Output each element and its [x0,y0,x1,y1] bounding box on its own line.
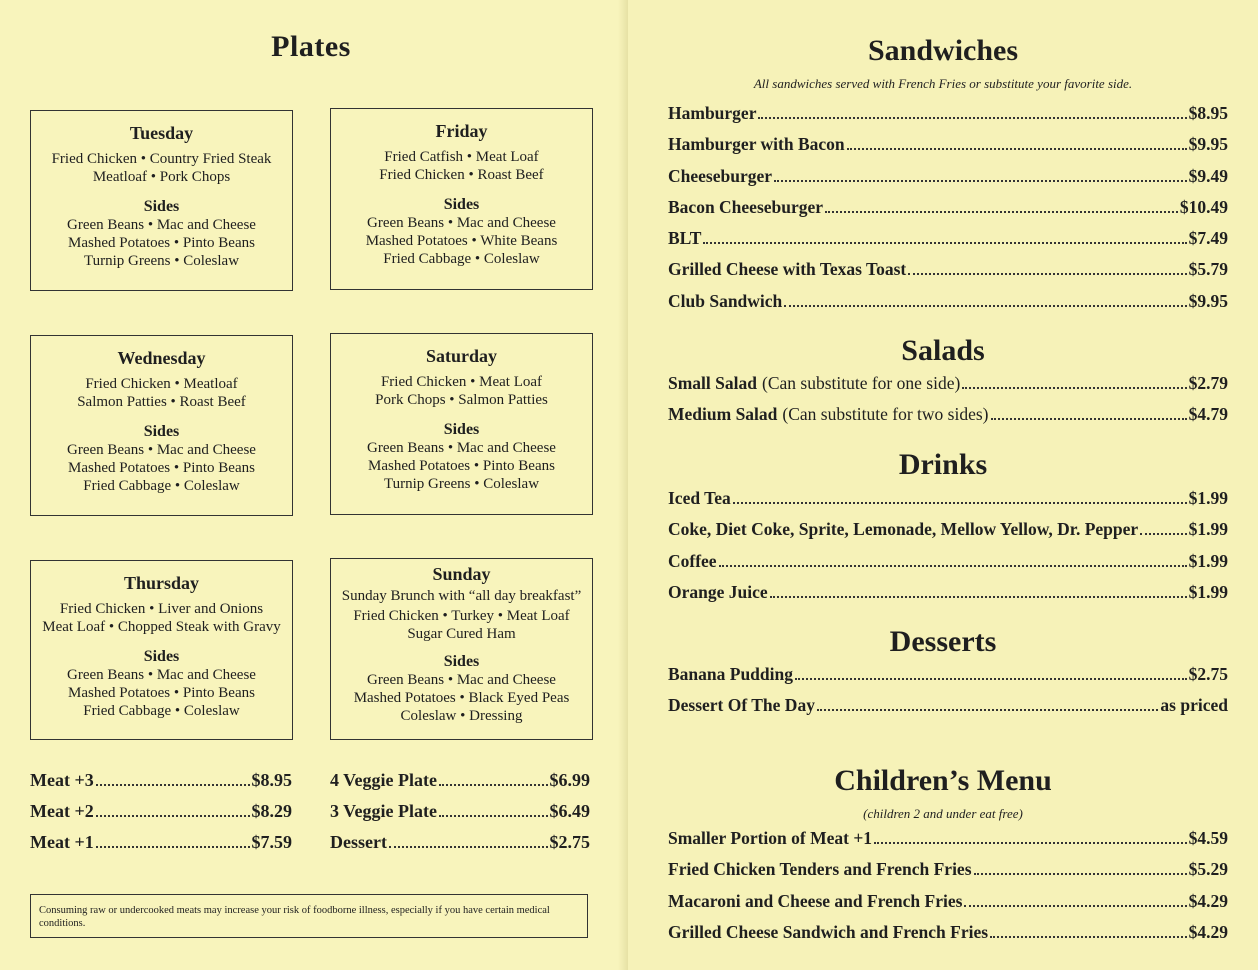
sides-line: Green Beans • Mac and Cheese [67,217,256,233]
item-name: Orange Juice [668,581,768,602]
price-row [30,801,292,832]
menu-row [668,259,1228,290]
item-note: (Can substitute for two sides) [782,404,989,425]
left-page [0,0,628,970]
item-price: $10.49 [1179,196,1228,217]
day-title: Tuesday [129,123,194,143]
desserts-list [668,664,1228,727]
entree-line: Fried Chicken • Country Fried Steak [51,151,272,167]
item-name: Smaller Portion of Meat +1 [668,828,873,848]
menu-row [668,519,1228,550]
day-box-thursday [30,560,293,740]
sides-heading: Sides [443,653,480,670]
item-price: $6.49 [549,801,590,821]
item-name: Club Sandwich [668,290,783,311]
sandwiches-title: Sandwiches [867,34,1019,67]
sides-line: Mashed Potatoes • Pinto Beans [368,458,555,474]
menu-row [668,166,1228,197]
price-row [330,832,590,863]
entree-line: Fried Chicken • Meat Loaf [380,374,543,390]
entree-line: Fried Chicken • Turkey • Meat Loaf [353,608,570,624]
item-name: Bacon Cheeseburger [668,196,824,217]
leader-dots [758,117,1186,119]
foodborne-illness-notice: Consuming raw or undercooked meats may increase your risk of foodborne illness, especially if you have certain medical conditions. [30,894,588,938]
item-price: $8.95 [1188,103,1228,123]
menu-row [668,828,1228,859]
item-name: Hamburger [668,103,757,123]
item-name: Banana Pudding [668,664,793,684]
menu-row [668,859,1228,890]
item-price: $1.99 [1188,519,1228,540]
sides-line: Green Beans • Mac and Cheese [67,667,256,683]
sides-line: Fried Cabbage • Coleslaw [83,703,240,719]
item-price: $6.99 [549,770,590,790]
item-name: Small Salad [668,373,757,393]
sides-heading: Sides [143,648,180,665]
price-row [30,770,292,801]
salads-list [668,373,1228,436]
sides-line: Turnip Greens • Coleslaw [383,476,540,492]
drinks-title: Drinks [898,448,988,481]
leader-dots [774,180,1187,182]
item-name: Hamburger with Bacon [668,134,845,155]
item-name: Grilled Cheese with Texas Toast [668,259,907,280]
leader-dots [908,273,1186,275]
leader-dots [817,709,1158,711]
day-box-saturday [330,333,593,515]
leader-dots [874,842,1187,844]
day-box-sunday [330,558,593,740]
item-price: $1.99 [1188,488,1228,508]
plates-title: Plates [271,30,351,63]
childrens-menu-subtitle: (children 2 and under eat free) [863,806,1023,821]
menu-row [668,582,1228,613]
item-name: Grilled Cheese Sandwich and French Fries [668,921,989,942]
veggie-price-list [330,770,590,863]
menu-row [668,922,1228,953]
right-page [628,0,1258,970]
item-name: Meat +2 [30,801,94,821]
item-name: Dessert Of The Day [668,695,815,716]
sides-line: Green Beans • Mac and Cheese [367,672,556,688]
entree-line: Fried Chicken • Roast Beef [379,167,544,183]
leader-dots [439,784,548,786]
leader-dots [990,936,1187,938]
item-price: $9.49 [1188,165,1228,186]
item-price: $7.49 [1188,228,1228,249]
leader-dots [439,815,548,817]
price-row [330,770,590,801]
menu-row [668,664,1228,695]
menu-row [668,228,1228,259]
item-name: 4 Veggie Plate [330,770,437,790]
item-price: $9.95 [1188,290,1228,311]
leader-dots [991,418,1187,420]
day-title: Thursday [123,573,200,593]
sides-line: Fried Cabbage • Coleslaw [83,478,240,494]
childrens-menu-title: Children’s Menu [834,764,1052,797]
menu-row [668,551,1228,582]
sides-heading: Sides [443,196,480,213]
leader-dots [962,387,1186,389]
entree-line: Salmon Patties • Roast Beef [77,394,246,410]
item-name: Coke, Diet Coke, Sprite, Lemonade, Mellow Yellow, Dr. Pepper [668,519,1139,540]
menu-row [668,488,1228,519]
item-name: Fried Chicken Tenders and French Fries [668,859,972,880]
sides-heading: Sides [143,198,180,215]
sides-heading: Sides [443,421,480,438]
sides-line: Mashed Potatoes • White Beans [365,233,558,249]
sides-heading: Sides [143,423,180,440]
sides-line: Mashed Potatoes • Pinto Beans [68,685,255,701]
leader-dots [847,148,1187,150]
day-box-wednesday [30,335,293,516]
item-price: $5.79 [1188,259,1228,280]
menu-row [668,404,1228,435]
day-box-tuesday [30,110,293,291]
leader-dots [825,211,1178,213]
item-name: 3 Veggie Plate [330,801,437,821]
sides-line: Green Beans • Mac and Cheese [367,440,556,456]
item-name: BLT [668,228,702,249]
sides-line: Turnip Greens • Coleslaw [83,253,240,269]
leader-dots [703,242,1186,244]
meat-price-list [30,770,292,863]
entree-line: Pork Chops • Salmon Patties [375,392,548,408]
leader-dots [96,815,250,817]
item-price: $4.59 [1188,828,1228,848]
item-price: $5.29 [1188,859,1228,880]
sandwiches-list [668,103,1228,322]
item-name: Macaroni and Cheese and French Fries [668,890,963,911]
day-subtitle: Sunday Brunch with “all day breakfast” [341,588,582,604]
sides-line: Mashed Potatoes • Pinto Beans [68,460,255,476]
leader-dots [96,846,250,848]
leader-dots [784,305,1186,307]
sandwiches-subtitle: All sandwiches served with French Fries or substitute your favorite side. [753,76,1133,91]
day-box-friday [330,108,593,290]
item-name: Medium Salad [668,404,778,425]
menu-row [668,197,1228,228]
item-name: Cheeseburger [668,165,773,186]
item-note: (Can substitute for one side) [762,373,961,393]
menu-row [668,373,1228,404]
item-price: $1.99 [1188,550,1228,571]
item-price: $4.79 [1188,404,1228,425]
leader-dots [96,784,250,786]
day-title: Sunday [432,564,491,584]
menu-row [668,891,1228,922]
salads-title: Salads [901,334,985,367]
item-name: Meat +1 [30,832,94,852]
desserts-title: Desserts [889,625,997,658]
drinks-list [668,488,1228,613]
menu-row [668,103,1228,134]
item-price: $2.75 [1188,664,1228,684]
entree-line: Meat Loaf • Chopped Steak with Gravy [42,619,281,635]
item-price: $8.29 [251,801,292,821]
leader-dots [964,905,1186,907]
sides-line: Green Beans • Mac and Cheese [67,442,256,458]
item-price: $9.95 [1188,134,1228,155]
leader-dots [733,502,1187,504]
price-row [30,832,292,863]
sides-line: Green Beans • Mac and Cheese [367,215,556,231]
leader-dots [1140,533,1186,535]
item-price: $2.75 [549,832,590,852]
day-title: Saturday [425,346,497,366]
item-price: $1.99 [1188,581,1228,602]
entree-line: Meatloaf • Pork Chops [92,169,231,185]
sides-line: Mashed Potatoes • Pinto Beans [68,235,255,251]
entree-line: Sugar Cured Ham [407,626,516,642]
leader-dots [770,596,1187,598]
entree-line: Fried Catfish • Meat Loaf [384,149,539,165]
sides-line: Fried Cabbage • Coleslaw [383,251,540,267]
sides-line: Mashed Potatoes • Black Eyed Peas [353,690,570,706]
menu-row [668,291,1228,322]
childrens-menu-list [668,828,1228,953]
item-price: $4.29 [1188,890,1228,911]
menu-row [668,134,1228,165]
item-price: $7.59 [251,832,292,852]
leader-dots [389,846,548,848]
item-price: $8.95 [251,770,292,790]
item-price: as priced [1160,695,1228,716]
item-price: $4.29 [1188,921,1228,942]
leader-dots [974,873,1187,875]
entree-line: Fried Chicken • Meatloaf [85,376,238,392]
item-name: Iced Tea [668,488,731,508]
day-title: Wednesday [117,348,206,368]
entree-line: Fried Chicken • Liver and Onions [59,601,264,617]
menu-row [668,695,1228,726]
leader-dots [795,678,1187,680]
day-title: Friday [435,121,488,141]
item-price: $2.79 [1188,373,1228,393]
item-name: Coffee [668,550,717,571]
item-name: Meat +3 [30,770,94,790]
leader-dots [719,565,1187,567]
price-row [330,801,590,832]
item-name: Dessert [330,832,387,852]
sides-line: Coleslaw • Dressing [400,708,523,724]
